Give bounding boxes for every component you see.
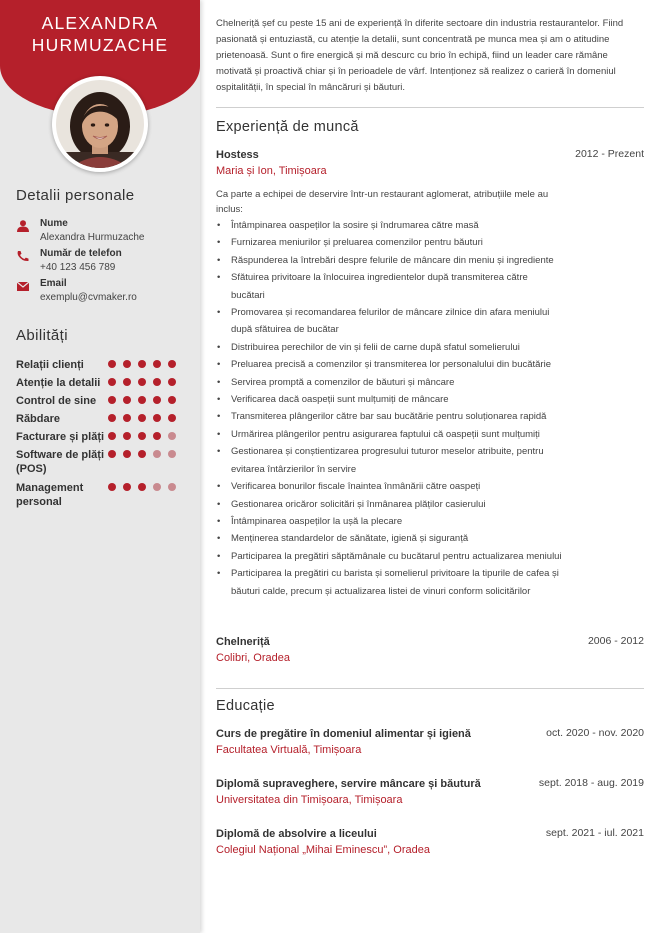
duty-item: • Preluarea precisă a comenzilor și transmiterea lor personalului din bucătărie (216, 356, 562, 373)
personal-details-heading: Detalii personale (16, 187, 135, 204)
education-institution: Universitatea din Timișoara, Timișoara (216, 794, 403, 806)
skill-level-dot (138, 378, 146, 386)
divider (216, 107, 644, 108)
skill-level-dot (138, 414, 146, 422)
duty-item: • Urmărirea plângerilor pentru asigurarea faptului că oaspeții sunt mulțumiți (216, 426, 562, 443)
job-duties-list (216, 217, 562, 600)
skill-level-dot (153, 414, 161, 422)
duty-item: • Sfătuirea privitoare la înlocuirea ingredientelor după transmiterea către bucătari (216, 269, 562, 304)
skill-level-dot (108, 396, 116, 404)
duty-item: • Gestionarea și conștientizarea progresului tuturor meselor atribuite, pentru evitarea întârzierilor în servire (216, 443, 562, 478)
duty-item: • Participarea la pregătiri săptămânale cu bucătarul pentru actualizarea meniului (216, 548, 562, 565)
skill-level-dot (138, 450, 146, 458)
detail-name-label: Nume (40, 218, 68, 229)
skill-level-dot (153, 360, 161, 368)
skill-name: Software de plăți (POS) (16, 449, 105, 475)
skill-name: Atenție la detalii (16, 377, 101, 389)
skill-level-dot (138, 483, 146, 491)
skill-name: Facturare și plăți (16, 431, 105, 443)
experience-heading: Experiență de muncă (216, 119, 359, 135)
education-title: Diplomă de absolvire a liceului (216, 828, 377, 840)
person-icon (16, 220, 30, 232)
detail-name-value: Alexandra Hurmuzache (40, 232, 145, 243)
education-institution: Facultatea Virtuală, Timișoara (216, 744, 362, 756)
candidate-name (0, 12, 200, 56)
detail-phone-label: Număr de telefon (40, 248, 122, 259)
envelope-icon (16, 280, 30, 292)
duty-item: • Participarea la pregătiri cu barista și somelierul privitoare la tipurile de cafea și băuturi calde, precum și actualizarea listei de vinuri conform solicitărilor (216, 565, 562, 600)
duty-item: • Promovarea și recomandarea felurilor de mâncare zilnice din afara meniului după sfătuirea de bucătar (216, 304, 562, 339)
skill-level-dot (168, 378, 176, 386)
detail-phone-value: +40 123 456 789 (40, 262, 116, 273)
skill-level-dot (108, 360, 116, 368)
education-title: Diplomă supraveghere, servire mâncare și băutură (216, 778, 481, 790)
education-dates: oct. 2020 - nov. 2020 (546, 727, 644, 739)
sidebar (0, 0, 200, 933)
job-title: Hostess (216, 149, 259, 161)
skills-heading: Abilități (16, 327, 68, 344)
skill-level-dot (123, 450, 131, 458)
phone-icon (16, 250, 30, 262)
skill-level-dot (123, 360, 131, 368)
skill-level-dot (168, 414, 176, 422)
skill-level-dot (123, 414, 131, 422)
education-dates: sept. 2021 - iul. 2021 (545, 827, 644, 839)
skill-name: Relații clienți (16, 359, 84, 371)
duty-item: • Verificarea dacă oaspeții sunt mulțumiți de mâncare (216, 391, 562, 408)
skill-level-dot (168, 360, 176, 368)
skill-name: Management personal (16, 482, 84, 508)
duty-item: • Verificarea bonurilor fiscale înaintea înmânării către oaspeți (216, 478, 562, 495)
skill-level-dot (153, 483, 161, 491)
job-dates: 2006 - 2012 (587, 635, 644, 647)
education-institution: Colegiul Național „Mihai Eminescu”, Oradea (216, 844, 430, 856)
divider (216, 688, 644, 689)
skill-level-dot (123, 432, 131, 440)
education-heading: Educație (216, 698, 275, 714)
skill-level-dot (153, 450, 161, 458)
skill-level-dot (138, 360, 146, 368)
profile-photo (56, 80, 144, 168)
detail-email-label: Email (40, 278, 67, 289)
skill-level-dot (108, 414, 116, 422)
skill-name: Răbdare (16, 413, 61, 425)
name-first: ALEXANDRA (41, 13, 159, 33)
skill-level-dot (123, 396, 131, 404)
skill-level-dot (168, 396, 176, 404)
duty-item: • Transmiterea plângerilor către bar sau bucătărie pentru soluționarea rapidă (216, 408, 562, 425)
job-employer: Colibri, Oradea (216, 652, 290, 664)
duty-item: • Servirea promptă a comenzilor de băuturi și mâncare (216, 374, 562, 391)
profile-summary: Chelneriță șef cu peste 15 ani de experiență în diferite sectoare din industria restaurantelor. Fiind pasionată și entuziastă, cu atenție la detalii, sunt concentrată pe munca mea și am o atitudine prietenoasă. Sunt o fire energică și mă descurc cu brio în echipă, fiind un leader care rămâne motivată și proactivă chiar și în perioadele de vârf. Intenționez să realizez o carieră în domeniul ospitalității, în special în mâncăruri și băuturi. (216, 18, 624, 93)
job-dates: 2012 - Prezent (575, 148, 644, 160)
skill-level-dot (168, 450, 176, 458)
skill-level-dot (153, 432, 161, 440)
job-title: Chelneriță (216, 636, 270, 648)
skill-level-dot (168, 483, 176, 491)
duty-item: • Furnizarea meniurilor și preluarea comenzilor pentru băuturi (216, 234, 562, 251)
education-dates: sept. 2018 - aug. 2019 (538, 777, 644, 789)
skill-level-dot (153, 396, 161, 404)
skill-level-dot (138, 432, 146, 440)
job-employer: Maria și Ion, Timișoara (216, 165, 327, 177)
job-intro: Ca parte a echipei de deservire într-un restaurant aglomerat, atribuțiile mele au inclus: (216, 189, 549, 215)
skill-level-dot (123, 378, 131, 386)
skill-level-dot (123, 483, 131, 491)
detail-email-value: exemplu@cvmaker.ro (40, 292, 137, 303)
skill-level-dot (108, 450, 116, 458)
duty-item: • Gestionarea oricăror solicitări și înmânarea plăților casierului (216, 496, 562, 513)
skill-level-dot (108, 432, 116, 440)
skill-level-dot (108, 483, 116, 491)
skill-name: Control de sine (16, 395, 97, 407)
duty-item: • Răspunderea la întrebări despre felurile de mâncare din meniu și ingrediente (216, 252, 562, 269)
duty-item: • Menținerea standardelor de sănătate, igienă și siguranță (216, 530, 562, 547)
duty-item: • Întâmpinarea oaspeților la ușă la plecare (216, 513, 562, 530)
duty-item: • Distribuirea perechilor de vin și felii de carne după sfatul somelierului (216, 339, 562, 356)
skill-level-dot (168, 432, 176, 440)
duty-item: • Întâmpinarea oaspeților la sosire și îndrumarea către masă (216, 217, 562, 234)
skill-level-dot (153, 378, 161, 386)
education-title: Curs de pregătire în domeniul alimentar și igienă (216, 728, 471, 740)
name-last: HURMUZACHE (31, 35, 169, 55)
skill-level-dot (108, 378, 116, 386)
skill-level-dot (138, 396, 146, 404)
